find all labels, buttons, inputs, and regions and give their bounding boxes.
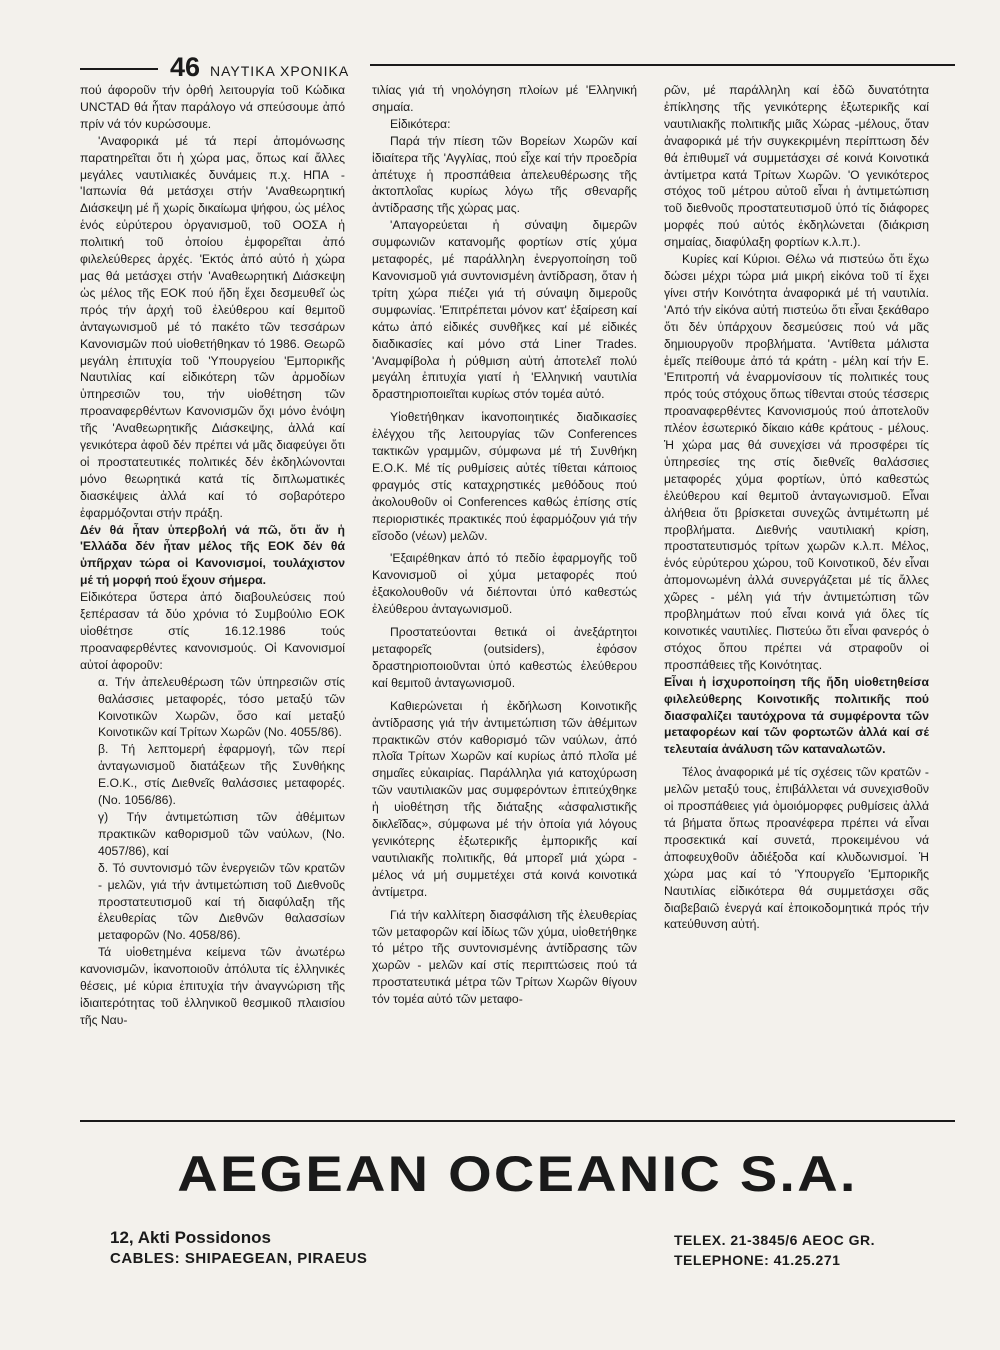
paragraph: Τά υἱοθετημένα κείμενα τῶν ἀνωτέρω κανονισμῶν, ἱκανοποιοῦν ἀπόλυτα τίς ἑλληνικές θέσεις, μέ κύρια ἐπιτυχία τήν ἀναγνώριση τῆς ἰδιαιτερότητας τοῦ ἑλληνικοῦ θεσμικοῦ πλαισίου τῆς Ναυ- [80, 945, 345, 1027]
article-body [80, 82, 955, 1110]
paragraph: Εἰδικότερα ὕστερα ἀπό διαβουλεύσεις πού ξεπέρασαν τά δύο χρόνια τό Συμβούλιο ΕΟΚ υἱοθέτησε στίς 16.12.1986 τούς προαναφερθέντες κανονισμούς. Οἱ Κανονισμοί αὐτοί ἀφοροῦν: [80, 590, 345, 672]
paragraph: Κυρίες καί Κύριοι. Θέλω νά πιστεύω ὅτι ἔχω δώσει μέχρι τώρα μιά μικρή εἰκόνα τοῦ τί ἔχει γίνει στήν Κοινότητα ἀναφορικά μέ τή ναυτιλία. 'Από τήν εἰκόνα αὐτή πιστεύω ὅτι εἶναι ξεκάθαρο ὅτι δέν ὑπάρχουν δεσμεύσεις πού νά μᾶς δημιουργοῦν προβλήματα. 'Αντίθετα μάλιστα ἐμεῖς πείθουμε ἀπό τά κράτη - μέλη καί τήν Ε. 'Επιτροπή νά ἐναρμονίσουν τίς πολιτικές τους πρός τούς στόχους ὅπως τίθενται στούς τέσσερις προαναφερθέντες Κανονισμούς πού ἀποτελοῦν πλέον ἐσωτερικό δίκαιο κάθε κράτους - μέλους. Ἡ χώρα μας θά συνεχίσει νά προσφέρει τίς ὑπηρεσίες της στίς διεθνεῖς θαλάσσιες μεταφορές χύμα φορτίων, ὑπό καθεστώς ἐλεύθερου καί θεμιτοῦ ἀνταγωνισμοῦ. Εἶναι ἀλήθεια ὅτι βρίσκεται συνεχῶς ἀντιμέτωπη μέ προβλήματα. Διεθνής ναυτιλιακή κρίση, προστατευτισμός τρίτων χωρῶν κ.λ.π. Μέλος, ἑνός εὐρύτερου χώρου, τοῦ Κοινοτικοῦ, δέν εἶναι ἀπομονωμένη ἀλλά συνεργάζεται μέ τίς ἄλλες χῶρες - μέλη γιά τήν ἀντιμετώπιση τῶν προβλημάτων πού εἶναι κοινά γιά ὅλες τίς κοινοτικές ναυτιλίες. Πιστεύω ὅτι εἶναι φανερός ὁ στόχος ὅπου πρέπει νά στραφοῦν οἱ προσπάθειες τῆς Κοινότητας. [664, 252, 929, 672]
paragraph: 'Απαγορεύεται ἡ σύναψη διμερῶν συμφωνιῶν κατανομῆς φορτίων στίς χύμα μεταφορές, μέ παράλληλη ἐνεργοποίηση τοῦ Κανονισμοῦ γιά συντονισμένη ἀντίδραση, ὅταν ἡ τρίτη χώρα πιέζει γιά τή σύναψη διμεροῦς συμφωνίας. 'Επιτρέπεται μόνον κατ' ἐξαίρεση καί κάτω ἀπό εἰδικές συνθῆκες καί μέ εἰδικές διαδικασίες καί μόνο στά Liner Trades. 'Αναμφίβολα ἡ ρύθμιση αὐτή ἀποτελεῖ πολύ μεγάλη ἐπιτυχία γιατί ἡ 'Ελληνική ναυτιλία δραστηριοποιεῖται κυρίως στόν τομέα αὐτό. [372, 218, 637, 402]
paragraph: 'Εξαιρέθηκαν ἀπό τό πεδίο ἐφαρμογῆς τοῦ Κανονισμοῦ οἱ χύμα μεταφορές πού ἐξακολουθοῦν νά διέπονται ὑπό καθεστώς ἐλεύθερου ἀνταγωνισμοῦ. [372, 551, 637, 617]
paragraph: πού άφοροῦν τήν ὀρθή λειτουργία τοῦ Κώδικα UNCTAD θά ἦταν παράλογο νά σπεύσουμε ἀπό πρίν νά τόν κυρώσουμε. [80, 83, 345, 131]
paragraph: Προστατεύονται θετικά οἱ ἀνεξάρτητοι μεταφορεῖς (outsiders), ἐφόσον δραστηριοποιοῦνται ὑπό καθεστώς ἐλεύθερου καί θεμιτοῦ ἀνταγωνισμοῦ. [372, 625, 637, 690]
paragraph: Καθιερώνεται ἡ ἐκδήλωση Κοινοτικῆς ἀντίδρασης γιά τήν ἀντιμετώπιση τῶν ἀθέμιτων πρακτικῶν στόν καθορισμό τῶν ναύλων, ἀπό πλοῖα Τρίτων Χωρῶν καί κυρίως ἀπό πλοῖα μέ σημαῖες εὐκαιρίας. Παράλληλα γιά κατοχύρωση τῶν ναυτιλιακῶν μας συμφερόντων ἐπιτεύχθηκε ἡ υἱοθέτηση τῆς διάταξης «ἀσφαλιστικῆς δικλεῖδας», σύμφωνα μέ τήν ὁποία γιά λόγους γενικότερης ἐξωτερικῆς ἐμπορικῆς καί ναυτιλιακῆς πολιτικῆς, θά μπορεῖ μιά χώρα - μέλος νά μή συμμετέχει στά κοινά κοινοτικά ἀντίμετρα. [372, 698, 637, 899]
paragraph: Υἱοθετήθηκαν ἱκανοποιητικές διαδικασίες ἐλέγχου τῆς λειτουργίας τῶν Conferences τακτικῶν γραμμῶν, σύμφωνα μέ τή Συνθήκη Ε.Ο.Κ. Μέ τίς ρυθμίσεις αὐτές τίθεται κάποιος φραγμός στίς καταχρηστικές μεθόδους πού ἀκολουθοῦν οἱ Conferences καθώς ἐπίσης στίς περιοριστικές πρακτικές πού ἐφαρμόζουν γιά τήν εἴσοδο (νέων) μελῶν. [372, 410, 637, 543]
list-item: β. Τή λεπτομερή ἐφαρμογή, τῶν περί ἀνταγωνισμοῦ διατάξεων τῆς Συνθήκης Ε.Ο.Κ., στίς Διεθνεῖς θαλάσσιες μεταφορές. (Νο. 1056/86). [98, 742, 345, 808]
article-column-3 [664, 82, 929, 933]
paragraph: Παρά τήν πίεση τῶν Βορείων Χωρῶν καί ἰδιαίτερα τῆς 'Αγγλίας, πού εἶχε καί τήν προεδρία ἀπέτυχε ἡ προσπάθεια ἀπελευθέρωσης τῆς ἀκτοπλοΐας κυρίως λόγω τῆς σθεναρῆς ἀντίδρασης τῆς χώρας μας. [372, 133, 637, 216]
list-item: α. Τήν ἀπελευθέρωση τῶν ὑπηρεσιῶν στίς θαλάσσιες μεταφορές, τόσο μεταξύ τῶν Κοινοτικῶν Χωρῶν, ὅσο καί μεταξύ Κοινοτικῶν καί Τρίτων Χωρῶν (Νο. 4055/86). [98, 674, 345, 740]
company-telephone: TELEPHONE: 41.25.271 [674, 1252, 841, 1268]
paragraph: 'Αναφορικά μέ τά περί ἀπομόνωσης παρατηρεῖται ὅτι ἡ χώρα μας, ὅπως καί ἄλλες μεγάλες ναυτιλιακές δυνάμεις π.χ. ΗΠΑ - 'Ιαπωνία θά μετάσχει στήν 'Αναθεωρητική Διάσκεψη μέ ἤ χωρίς δικαίωμα ψήφου, ὡς μέλος ἑνός εὐρύτερου ὀργανισμοῦ, τοῦ ΟΟΣΑ ἡ πολιτική τοῦ ὁποίου ἐμφορεῖται ἀπό φιλελεύθερες ἀρχές. 'Εκτός ἀπό αὐτό ἡ χώρα μας θά μετάσχει στήν 'Αναθεωρητική Διάσκεψη ὡς μέλος τῆς ΕΟΚ πού ἤδη ἔχει δεσμευθεῖ ὡς πρός τήν ἀρχή τοῦ ἐλεύθερου καί θεμιτοῦ ἀνταγωνισμοῦ μέ τό πακέτο τῶν τεσσάρων Κανονισμῶν πού υἱοθετήθηκαν τό 1986. Θεωρῶ μεγάλη ἐπιτυχία τοῦ 'Υπουργείου 'Εμπορικῆς Ναυτιλίας καί εἰδικότερη τῶν ἁρμοδίων ὑπηρεσιῶν του, τήν υἱοθέτηση τῶν προαναφερθέντων Κανονισμῶν ὄχι μόνο ἐνόψη τῆς 'Αναθεωρητικῆς Διάσκεψης, ἀλλά καί γενικότερα ἀφοῦ δέν πρέπει νά μᾶς διαφεύγει ὅτι οἱ προστατευτικές πολιτικές δέν ἐκδηλώνονται μόνο θεωρητικά κατά τίς διπλωματικές διασκέψεις ἀλλά καί τό σοβαρότερο ἐφαρμόζονται στήν πράξη. [80, 133, 345, 520]
paragraph: Εἰδικότερα: [390, 116, 451, 131]
paragraph: τιλίας γιά τή νηολόγηση πλοίων μέ 'Ελληνική σημαία. [372, 83, 637, 114]
paragraph: Τέλος ἀναφορικά μέ τίς σχέσεις τῶν κρατῶν - μελῶν μεταξύ τους, ἐπιβάλλεται νά συνεχισθοῦν οἱ προσπάθειες γιά ὁμοιόμορφες ρυθμίσεις ἀλλά τά βήματα ὅπως προανέφερα πρέπει νά εἶναι προσεκτικά καί συνετά, προκειμένου νά ἀποφευχθοῦν ἀδιέξοδα καί κλυδωνισμοί. Ἡ χώρα μας καί τό 'Υπουργεῖο 'Εμπορικῆς Ναυτιλίας εἰδικότερα θά συμμετάσχει σᾶς διαβεβαιῶ ἐνεργά καί ἐποικοδομητικά πρός τήν κατεύθυνση αὐτή. [664, 765, 929, 932]
paragraph: Γιά τήν καλλίτερη διασφάλιση τῆς ἐλευθερίας τῶν μεταφορῶν καί ἰδίως τῶν χύμα, υἱοθετήθηκε τό μέτρο τῆς συντονισμένης ἀντίδρασης τῶν χωρῶν - μελῶν καί στίς περιπτώσεις πού τά προστατευτικά μέτρα τῶν Τρίτων Χωρῶν θίγουν τόν τομέα αὐτό τῶν μεταφο- [372, 907, 637, 1007]
page-number: 46 [170, 52, 201, 82]
article-column-1 [80, 82, 345, 1029]
company-name: AEGEAN OCEANIC S.A. [177, 1146, 858, 1202]
page-header [80, 52, 955, 82]
company-cables: CABLES: SHIPAEGEAN, PIRAEUS [110, 1250, 368, 1267]
bold-statement: Εἶναι ἡ ἰσχυροποίηση τῆς ἤδη υἱοθετηθείσα φιλελεύθερης Κοινοτικῆς πολιτικῆς πού διασφαλίζει ταυτόχρονα τά συμφέροντα τῶν μεταφορέων καί τῶν φορτωτῶν ἀλλά καί σέ τελευταία ἀνάλυση τῶν καταναλωτῶν. [664, 674, 929, 757]
bold-statement: Δέν θά ἦταν ὑπερβολή νά πῶ, ὅτι ἄν ἡ 'Ελλάδα δέν ἦταν μέλος τῆς ΕΟΚ δέν θά ὑπῆρχαν τώρα οἱ Κανονισμοί, τουλάχιστον μέ τή μορφή πού ἔχουν σήμερα. [80, 522, 345, 588]
list-item: δ. Τό συντονισμό τῶν ἐνεργειῶν τῶν κρατῶν - μελῶν, γιά τήν ἀντιμετώπιση τοῦ Διεθνοῦς προστατευτισμοῦ καί τή διαφύλαξη τῆς ἐλευθερίας τῶν Διεθνῶν θαλασσίων μεταφορῶν (Νο. 4058/86). [98, 860, 345, 943]
company-telex: TELEX. 21-3845/6 AEOC GR. [674, 1232, 876, 1248]
company-address: 12, Akti Possidonos [110, 1228, 271, 1247]
header-rule-right [370, 64, 955, 66]
advertisement [80, 1120, 955, 1312]
list-item: γ) Τήν ἀντιμετώπιση τῶν ἀθέμιτων πρακτικῶν καθορισμοῦ τῶν ναύλων, (Νο. 4057/86), καί [98, 809, 345, 858]
publication-title: ΝΑΥΤΙΚΑ ΧΡΟΝΙΚΑ [210, 63, 350, 79]
paragraph: ρῶν, μέ παράλληλη καί ἐδῶ δυνατότητα ἐπίκλησης τῆς γενικότερης ἐξωτερικῆς καί ναυτιλιακῆς πολιτικῆς μιᾶς Χώρας -μέλους, ὅταν ἀναφορικά μέ τήν συγκεκριμένη περίπτωση δέν θά ἐπιθυμεῖ νά συμμετάσχει σέ κοινά Κοινοτικά ἀντίμετρα κατά Τρίτων Χωρῶν. 'Ο γενικότερος στόχος τοῦ μέτρου αὐτοῦ εἶναι ἡ ἀντιμετώπιση τοῦ διεθνοῦς προστατευτισμοῦ ὑπό τίς διάφορες μορφές πού αὐτός ἐκδηλώνεται (διάκριση σημαίας, διαφύλαξη φορτίων κ.λ.π.). [664, 83, 929, 250]
paragraph-bold [80, 522, 345, 590]
header-rule-left [80, 68, 158, 70]
paragraph-bold [664, 674, 929, 759]
article-column-2 [372, 82, 637, 1008]
